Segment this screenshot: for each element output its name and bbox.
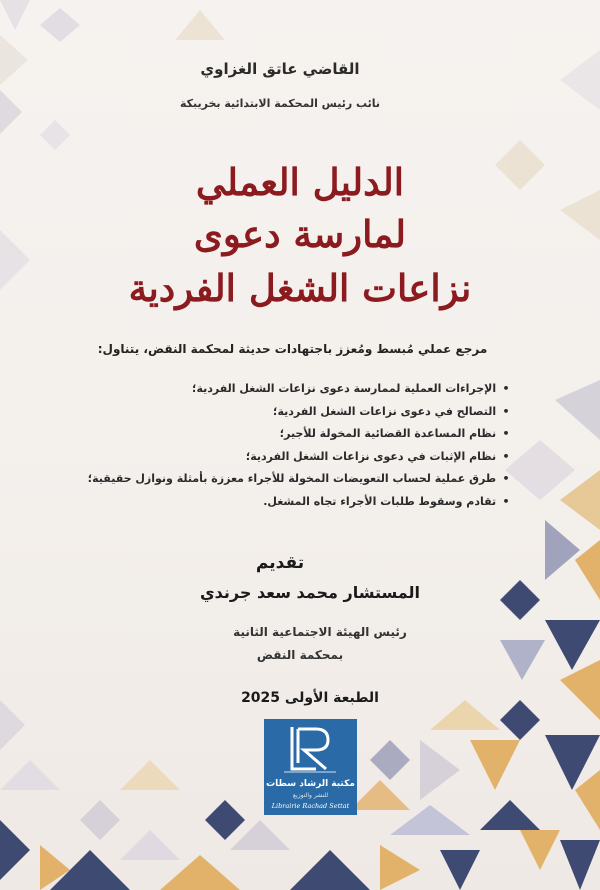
list-item <box>42 423 512 446</box>
publisher-name-latin: Librairie Rachad Settat <box>271 802 350 810</box>
bullet-icon: • <box>502 404 510 418</box>
bullet-icon: • <box>502 472 510 485</box>
topic-text: نظام الإثبات في دعوى نزاعات الشغل الفردية؛ <box>245 449 497 463</box>
presenter-name: المستشار محمد سعد جرندي <box>199 583 421 602</box>
publisher-logo <box>264 719 357 815</box>
presentation-label: تقديم <box>255 553 305 573</box>
bullet-icon: • <box>502 427 510 440</box>
title-line-2: لمارسة دعوى <box>193 212 407 256</box>
bullet-icon: • <box>502 449 510 463</box>
list-item <box>42 468 512 491</box>
presenter-role-1: رئيس الهيئة الاجتماعية الثانية <box>233 625 407 639</box>
topic-text: تقادم وسقوط طلبات الأجراء تجاه المشغل. <box>263 494 497 508</box>
publisher-name: مكتبة الرشاد سطات <box>266 779 355 789</box>
list-item <box>42 401 512 424</box>
topic-text: نظام المساعدة القضائية المخولة للأجير؛ <box>279 427 497 440</box>
edition: الطبعة الأولى 2025 <box>241 690 379 706</box>
author-role: نائب رئيس المحكمة الابتدائية بخريبكة <box>179 97 381 110</box>
author-name: القاضي عاتق الغزاوي <box>200 60 360 78</box>
presenter-role-2: بمحكمة النقض <box>256 648 344 662</box>
topic-text: الإجراءات العملية لممارسة دعوى نزاعات الشغل الفردية؛ <box>192 382 497 395</box>
list-item <box>42 378 512 401</box>
title-line-1: الدليل العملي <box>195 160 405 204</box>
bullet-icon: • <box>502 494 510 508</box>
publisher-subtitle: للنشر والتوزيع <box>292 792 329 799</box>
list-item <box>42 446 512 469</box>
topics-list <box>42 378 512 513</box>
topic-text: التصالح في دعوى نزاعات الشغل الفردية؛ <box>273 404 497 418</box>
list-item <box>42 491 512 514</box>
title-line-3: نزاعات الشغل الفردية <box>128 266 472 310</box>
publisher-monogram-icon <box>264 719 357 779</box>
bullet-icon: • <box>502 382 510 395</box>
topic-text: طرق عملية لحساب التعويضات المخولة للأجراء معززة بأمثلة ونوازل حقيقية؛ <box>87 472 497 485</box>
subtitle: مرجع عملي مُبسط ومُعزز باجتهادات حديثة لمحكمة النقض، يتناول: <box>97 342 488 356</box>
